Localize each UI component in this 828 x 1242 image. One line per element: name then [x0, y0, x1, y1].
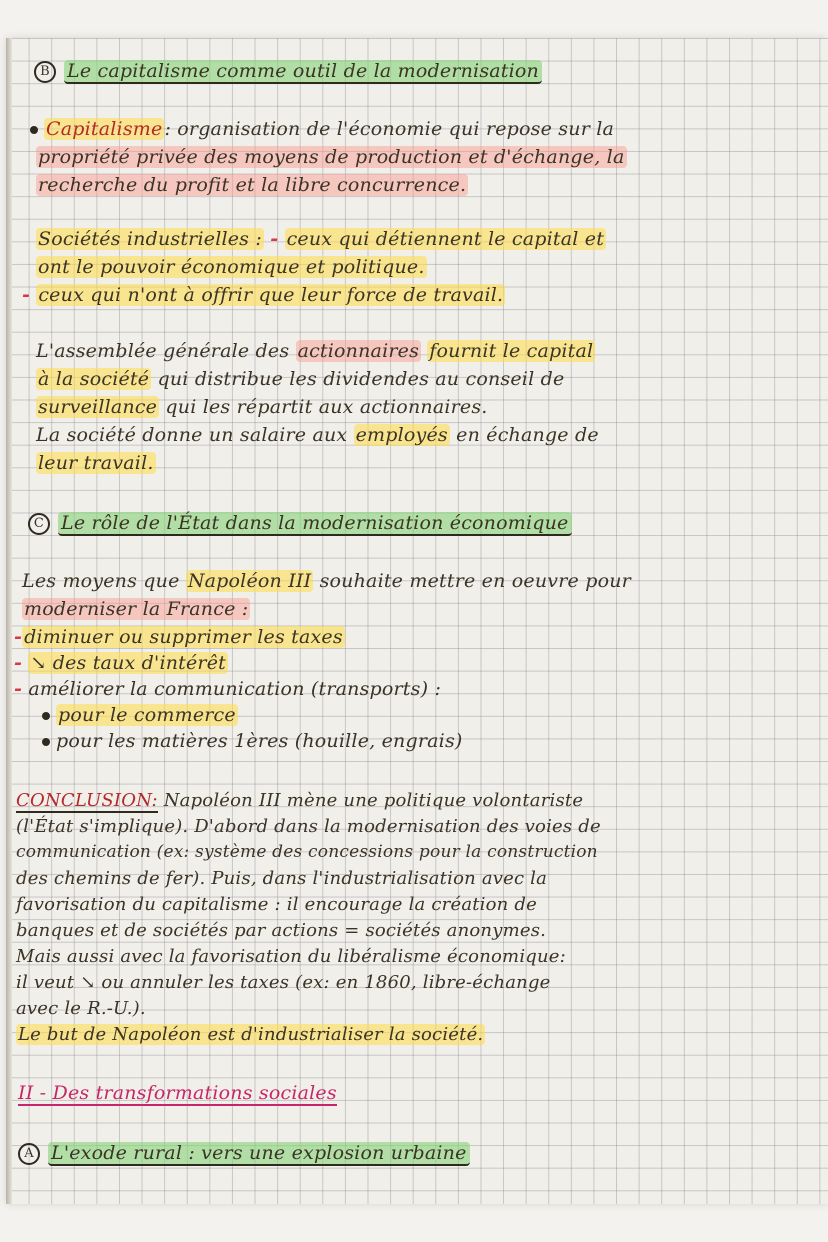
industrial-term: Sociétés industrielles : — [38, 228, 262, 250]
assembly-4c: en échange de — [456, 424, 599, 446]
conclusion-line-2 — [16, 816, 601, 837]
conclusion-line-1 — [16, 790, 583, 811]
dash-icon: - — [14, 652, 23, 674]
conclusion-line-10 — [16, 1024, 485, 1045]
conclusion-9: avec le R.-U.). — [16, 998, 146, 1019]
conclusion-4: des chemins de fer). Puis, dans l'industrialisation avec la — [16, 868, 548, 889]
assembly-society: à la société — [38, 368, 150, 390]
capitalism-def-1: : organisation de l'économie qui repose sur la — [164, 118, 615, 140]
dash-icon: - — [22, 284, 31, 306]
assembly-2b: qui distribue les dividendes au conseil de — [157, 368, 565, 390]
industrial-line-2 — [36, 256, 427, 278]
capitalism-def-line-2 — [36, 146, 627, 168]
conclusion-line-7 — [16, 946, 566, 967]
assembly-line-4 — [36, 424, 599, 446]
napoleon-item-1 — [14, 626, 345, 648]
capitalism-def-3: recherche du profit et la libre concurrence. — [38, 174, 467, 196]
assembly-3b: qui les répartit aux actionnaires. — [165, 396, 488, 418]
assembly-1a: L'assemblée générale des — [36, 340, 290, 362]
assembly-surveillance: surveillance — [38, 396, 158, 418]
napoleon-name: Napoléon III — [187, 570, 312, 592]
section-a-marker: A — [18, 1143, 40, 1165]
assembly-line-2 — [36, 368, 564, 390]
bullet-icon — [30, 126, 38, 134]
capitalism-term: Capitalisme — [46, 118, 163, 140]
napoleon-subitem-1 — [42, 704, 238, 726]
napoleon-subitem-2-text: pour les matières 1ères (houille, engrais) — [56, 730, 463, 752]
dash-icon: - — [14, 678, 23, 700]
part-2-title: II - Des transformations sociales — [18, 1082, 337, 1104]
industrial-workforce: ceux qui n'ont à offrir que leur force de travail. — [38, 284, 504, 306]
conclusion-5: favorisation du capitalisme : il encourage la création de — [16, 894, 537, 915]
assembly-employees: employés — [355, 424, 448, 446]
capitalism-def-2: propriété privée des moyens de production et d'échange, la — [38, 146, 625, 168]
industrial-line-3 — [22, 284, 505, 306]
napoleon-modernize: moderniser la France : — [24, 598, 249, 620]
assembly-work: leur travail. — [38, 452, 154, 474]
conclusion-7: Mais aussi avec la favorisation du libéralisme économique: — [16, 946, 566, 967]
assembly-capital: fournit le capital — [429, 340, 594, 362]
part-2-heading — [18, 1082, 337, 1104]
napoleon-subitem-1-text: pour le commerce — [58, 704, 236, 726]
conclusion-line-3 — [16, 842, 598, 862]
industrial-line-1 — [36, 228, 606, 250]
industrial-power: ont le pouvoir économique et politique. — [38, 256, 425, 278]
section-c-title: Le rôle de l'État dans la modernisation économique — [58, 512, 572, 536]
napoleon-item-1-text: diminuer ou supprimer les taxes — [24, 626, 343, 648]
section-b-heading — [34, 60, 542, 83]
capitalism-def-line-1 — [30, 118, 614, 140]
napoleon-1a: Les moyens que — [22, 570, 180, 592]
conclusion-line-4 — [16, 868, 547, 889]
assembly-4a: La société donne un salaire aux — [36, 424, 348, 446]
conclusion-8: il veut ↘ ou annuler les taxes (ex: en 1860, libre-échange — [16, 972, 551, 993]
napoleon-subitem-2 — [42, 730, 463, 752]
napoleon-item-2-text: ↘ des taux d'intérêt — [30, 652, 226, 674]
conclusion-6: banques et de sociétés par actions = sociétés anonymes. — [16, 920, 547, 941]
assembly-line-3 — [36, 396, 488, 418]
capitalism-def-line-3 — [36, 174, 468, 196]
section-b-marker: B — [34, 61, 56, 83]
assembly-line-1 — [36, 340, 595, 362]
assembly-line-5 — [36, 452, 156, 474]
conclusion-line-9 — [16, 998, 146, 1019]
napoleon-item-2 — [14, 652, 228, 674]
dash-icon: - — [270, 228, 279, 250]
conclusion-3: communication (ex: système des concessions pour la construction — [16, 842, 598, 862]
conclusion-line-8 — [16, 972, 551, 993]
assembly-shareholders: actionnaires — [297, 340, 420, 362]
notebook-page — [6, 38, 828, 1204]
industrial-capital-holders: ceux qui détiennent le capital et — [286, 228, 605, 250]
bullet-icon — [42, 712, 50, 720]
conclusion-label: CONCLUSION: — [16, 790, 158, 811]
conclusion-1b: Napoléon III mène une politique volontariste — [163, 790, 584, 811]
napoleon-1c: souhaite mettre en oeuvre pour — [319, 570, 631, 592]
napoleon-item-3-text: améliorer la communication (transports) : — [28, 678, 442, 700]
section-a-heading — [18, 1142, 470, 1165]
conclusion-10: Le but de Napoléon est d'industrialiser la société. — [18, 1024, 484, 1045]
bullet-icon — [42, 738, 50, 746]
section-c-marker: C — [28, 513, 50, 535]
section-c-heading — [28, 512, 572, 535]
napoleon-line-1 — [22, 570, 631, 592]
conclusion-line-6 — [16, 920, 546, 941]
conclusion-line-5 — [16, 894, 537, 915]
section-b-title: Le capitalisme comme outil de la modernisation — [64, 60, 542, 84]
conclusion-2: (l'État s'implique). D'abord dans la modernisation des voies de — [16, 816, 601, 837]
napoleon-item-3 — [14, 678, 441, 700]
section-a-title: L'exode rural : vers une explosion urbaine — [48, 1142, 470, 1166]
dash-icon: - — [14, 626, 23, 648]
napoleon-line-2 — [22, 598, 250, 620]
